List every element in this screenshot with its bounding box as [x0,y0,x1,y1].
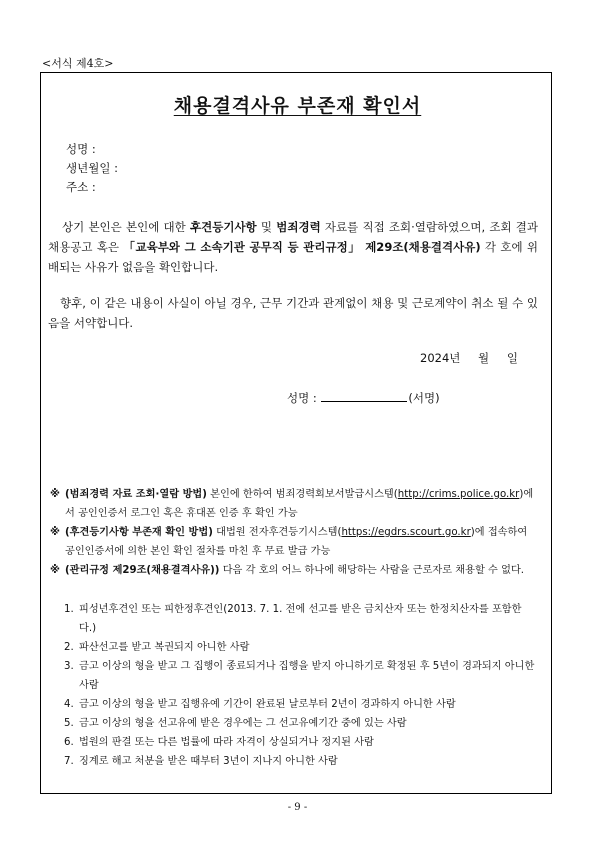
address-field-label: 주소 : [66,180,96,194]
signature-line [287,389,440,406]
note3-heading: (관리규정 제29조(채용결격사유)) [65,565,220,576]
note-mark-icon: ※ [50,565,60,576]
note2-text-1: 대법원 전자후견등기시스템( [212,527,342,538]
date-month: 월 [478,351,490,365]
para1-text-2: 및 [256,220,277,234]
para1-bold-regulation: 「교육부와 그 소속기관 공무직 등 관리규정」 제29조(채용결격사유) [123,240,481,254]
list-item [64,733,538,752]
list-item-number: 3. [64,661,74,672]
note-mark-icon: ※ [50,527,60,538]
para1-text-3: 자료를 직접 조회·열람하였으며, 조회 결과 채용공고 혹은 [48,220,538,254]
pledge-paragraph: 향후, 이 같은 내용이 사실이 아닐 경우, 근무 기간과 관계없이 채용 및 근로계약이 취소 될 수 있음을 서약합니다. [48,296,538,330]
list-item-number: 4. [64,699,74,710]
list-item-text: 피성년후견인 또는 피한정후견인(2013. 7. 1. 전에 선고를 받은 금치산자 또는 한정치산자를 포함한다.) [79,604,522,634]
list-item-number: 5. [64,718,74,729]
egdrs-link[interactable]: https://egdrs.scourt.go.kr [341,527,471,538]
signature-blank[interactable] [321,389,407,402]
list-item-number: 7. [64,756,74,767]
note-guardianship [50,523,540,561]
list-item-number: 1. [64,604,74,615]
list-item-text: 금고 이상의 형을 받고 그 집행이 종료되거나 집행을 받지 아니하기로 확정된 후 5년이 경과되지 아니한 사람 [79,661,535,691]
form-number-label: <서식 제4호> [42,57,114,70]
list-item-number: 2. [64,642,74,653]
list-item [64,714,538,733]
name-field-label: 성명 : [66,142,96,156]
para1-bold-guardianship: 후견등기사항 [190,220,257,234]
note-disqualification [50,561,540,580]
note1-text-2: )에서 공인인증서 로그인 혹은 휴대폰 인증 후 확인 가능 [65,489,534,519]
list-item [64,695,538,714]
note2-heading: (후견등기사항 부존재 확인 방법) [65,527,213,538]
crims-link[interactable]: http://crims.police.go.kr [397,489,520,500]
para1-text-4: 각 호에 위배되는 사유가 없음을 확인합니다. [48,240,539,274]
list-item-number: 6. [64,737,74,748]
note-criminal-record [50,485,540,523]
page-number: - 9 - [287,802,308,813]
para1-text-1: 상기 본인은 본인에 대한 [62,220,191,234]
list-item-text: 금고 이상의 형을 받고 집행유예 기간이 완료된 날로부터 2년이 경과하지 아니한 사람 [79,699,456,710]
note1-text-1: 본인에 한하여 범죄경력회보서발급시스템( [206,489,398,500]
note2-text-2: )에 접속하여 공인인증서에 의한 본인 확인 절차를 마친 후 무료 발급 가능 [65,527,528,557]
date-year: 2024년 [420,351,461,365]
list-item-text: 파산선고를 받고 복권되지 아니한 사람 [79,642,250,653]
date-line [420,350,518,366]
document-title: 채용결격사유 부존재 확인서 [173,95,422,117]
para1-bold-criminal-record: 범죄경력 [276,220,321,234]
list-item-text: 법원의 판결 또는 다른 법률에 따라 자격이 상실되거나 정지된 사람 [79,737,374,748]
note3-text-1: 다음 각 호의 어느 하나에 해당하는 사람을 근로자로 채용할 수 없다. [219,565,525,576]
list-item [64,752,538,771]
birth-date-field-label: 생년월일 : [66,161,118,175]
list-item-text: 징계로 해고 처분을 받은 때부터 3년이 지나지 아니한 사람 [79,756,338,767]
signature-label: 성명 : [287,391,317,405]
list-item [64,638,538,657]
signature-suffix: (서명) [408,391,440,405]
list-item [64,657,538,695]
note1-heading: (범죄경력 자료 조회·열람 방법) [65,489,207,500]
note-mark-icon: ※ [50,489,60,500]
list-item [64,600,538,638]
confirmation-paragraph [48,217,538,277]
date-day: 일 [506,351,518,365]
list-item-text: 금고 이상의 형을 선고유예 받은 경우에는 그 선고유예기간 중에 있는 사람 [79,718,407,729]
